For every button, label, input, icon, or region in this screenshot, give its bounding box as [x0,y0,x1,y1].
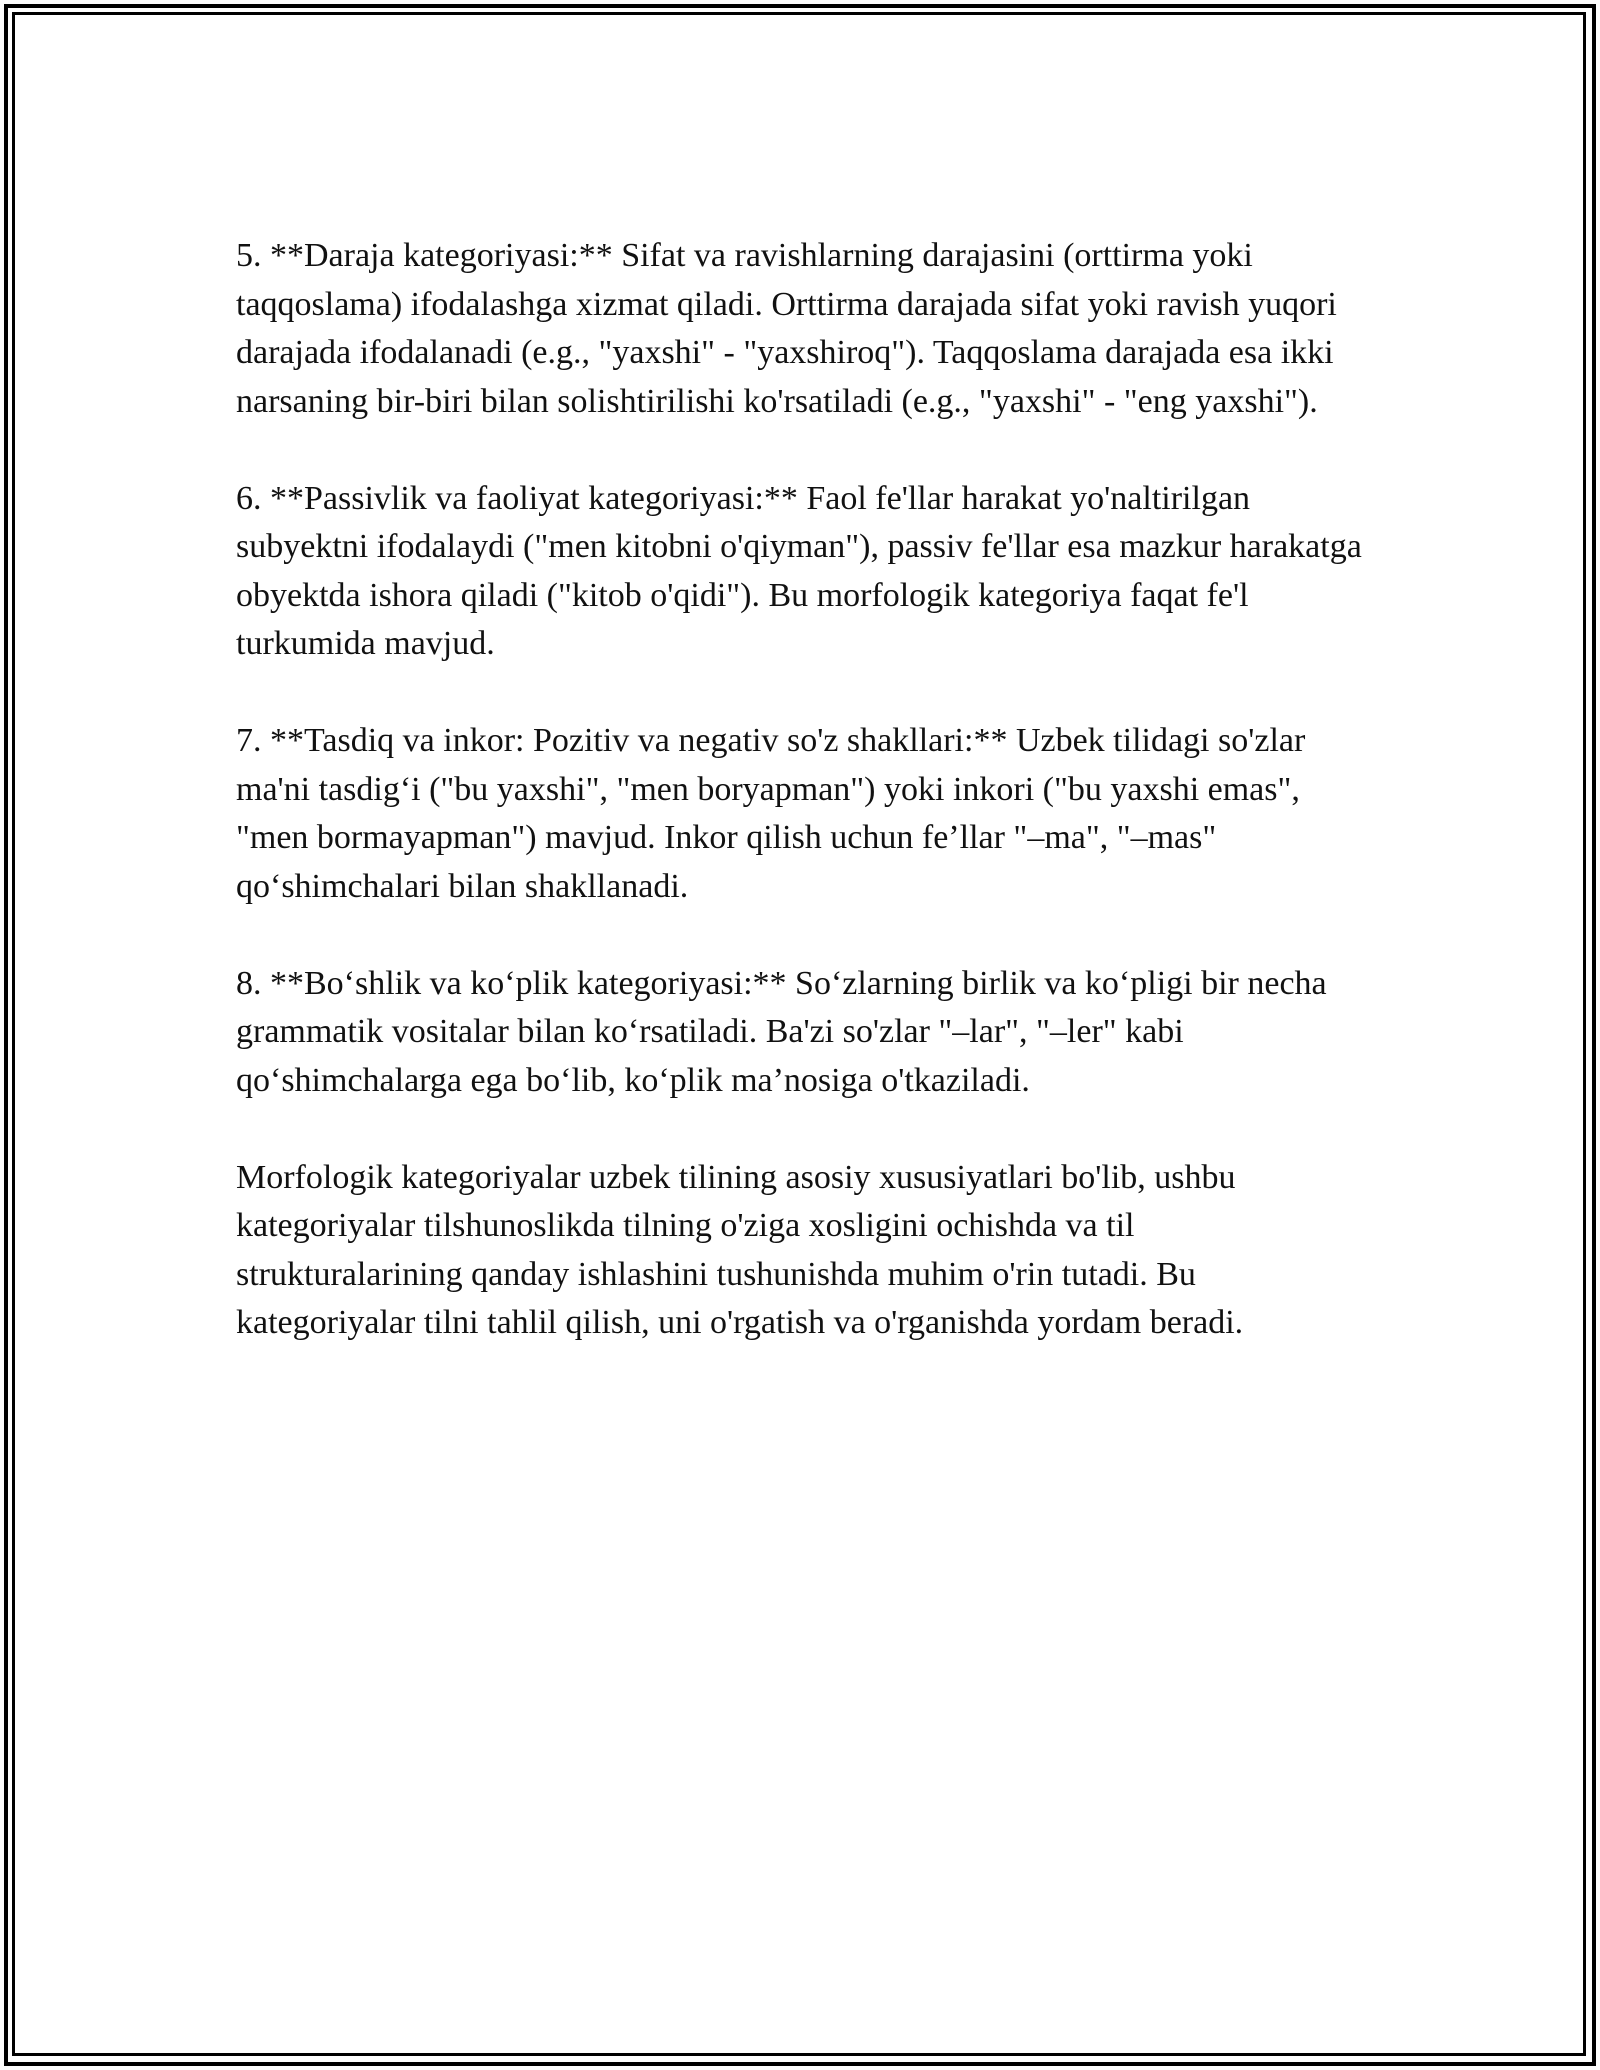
paragraph-boshlik-koplik: 8. **Bo‘shlik va ko‘plik kategoriyasi:** So‘zlarning birlik va ko‘pligi bir necha grammatik vositalar bilan ko‘rsatiladi. Ba'zi so'zlar "–lar", "–ler" kabi qo‘shimchalarga ega bo‘lib, ko‘plik ma’nosiga o'tkaziladi. [236,964,1327,1099]
document-body [236,232,1366,1396]
paragraph-tasdiq-inkor: 7. **Tasdiq va inkor: Pozitiv va negativ so'z shakllari:** Uzbek tilidagi so'zlar ma'ni tasdig‘i ("bu yaxshi", "men boryapman") yoki inkori ("bu yaxshi emas", "men bormayapman") mavjud. Inkor qilish uchun fe’llar "–ma", "–mas" qo‘shimchalari bilan shakllanadi. [236,722,1306,905]
paragraph-conclusion: Morfologik kategoriyalar uzbek tilining asosiy xususiyatlari bo'lib, ushbu kategoriyalar tilshunoslikda tilning o'ziga xosligini ochishda va til strukturalarining qanday ishlashini tushunishda muhim o'rin tutadi. Bu kategoriyalar tilni tahlil qilish, uni o'rgatish va o'rganishda yordam beradi. [236,1158,1244,1341]
paragraph-daraja-kategoriyasi: 5. **Daraja kategoriyasi:** Sifat va ravishlarning darajasini (orttirma yoki taqqoslama) ifodalashga xizmat qiladi. Orttirma darajada sifat yoki ravish yuqori darajada ifodalanadi (e.g., "yaxshi" - "yaxshiroq"). Taqqoslama darajada esa ikki narsaning bir-biri bilan solishtirilishi ko'rsatiladi (e.g., "yaxshi" - "eng yaxshi"). [236,237,1337,420]
paragraph-passivlik-kategoriyasi: 6. **Passivlik va faoliyat kategoriyasi:** Faol fe'llar harakat yo'naltirilgan subyektni ifodalaydi ("men kitobni o'qiyman"), passiv fe'llar esa mazkur harakatga obyektda ishora qiladi ("kitob o'qidi"). Bu morfologik kategoriya faqat fe'l turkumida mavjud. [236,479,1362,662]
